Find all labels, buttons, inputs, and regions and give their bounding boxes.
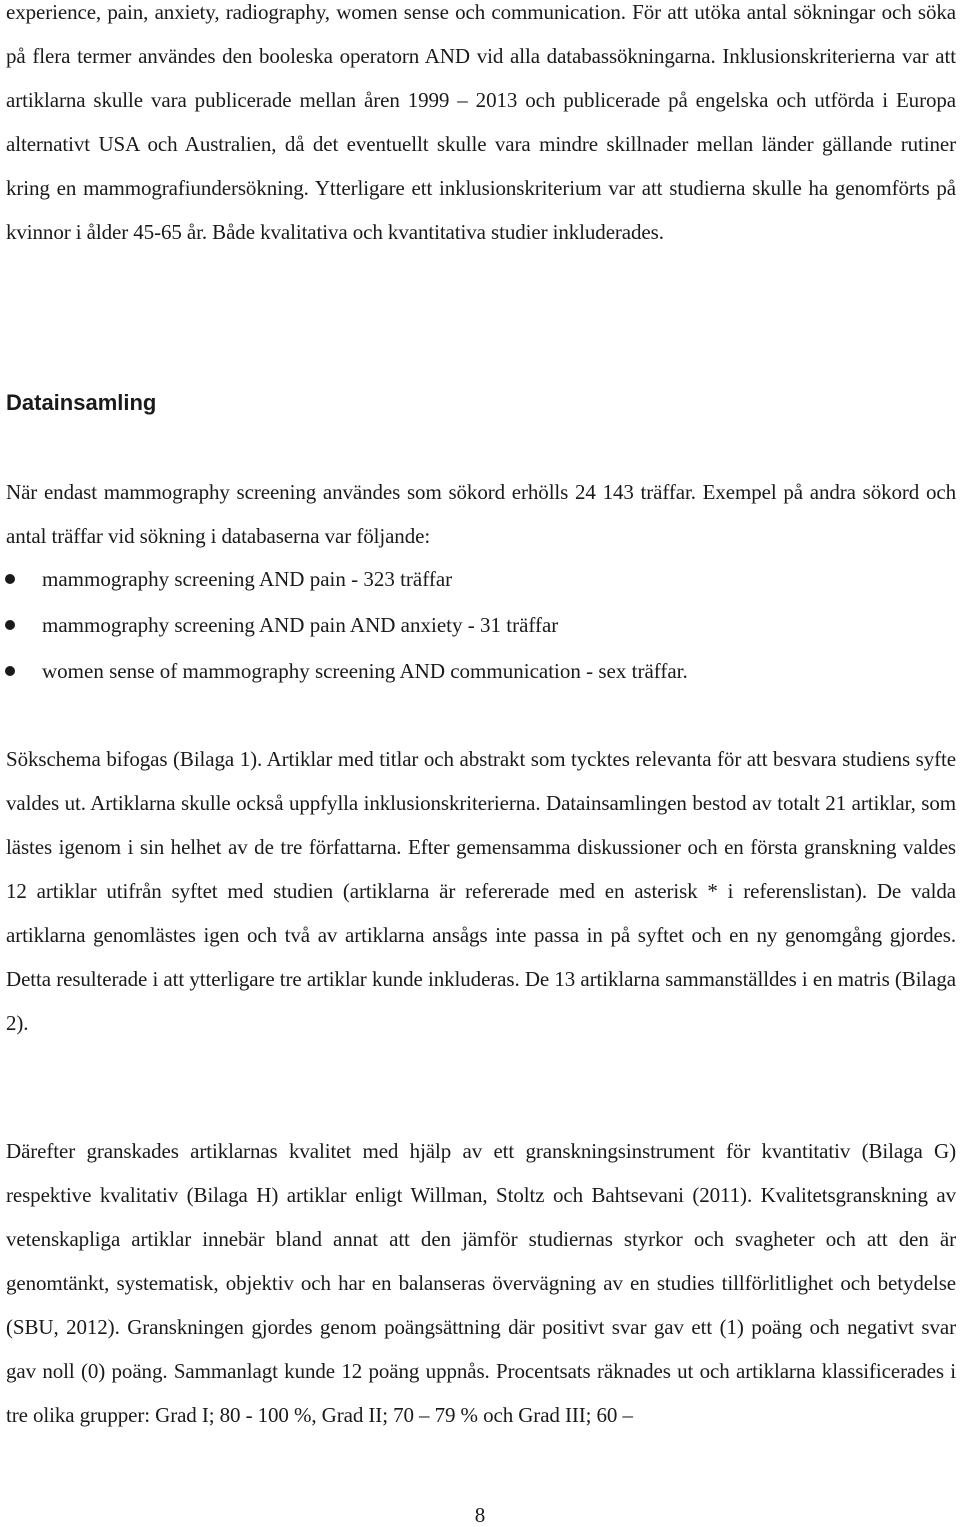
- bullet-icon: [5, 666, 15, 676]
- paragraph-article-selection: Sökschema bifogas (Bilaga 1). Artiklar med titlar och abstrakt som tycktes relevanta för att besvara studiens syfte valdes ut. Artiklarna skulle också uppfylla inklusionskriterierna. Datainsamlingen bestod av totalt 21 artiklar, som lästes igenom i sin helhet av de tre författarna. Efter gemensamma diskussioner och en första granskning valdes 12 artiklar utifrån syftet med studien (artiklarna är refererade med en asterisk * i referenslistan). De valda artiklarna genomlästes igen och två av artiklarna ansågs inte passa in på syftet och en ny genomgång gjordes. Detta resulterade i att ytterligare tre artiklar kunde inkluderas. De 13 artiklarna sammanställdes i en matris (Bilaga 2).: [6, 747, 956, 1035]
- list-item: [0, 649, 688, 695]
- list-item-text: mammography screening AND pain AND anxiety - 31 träffar: [42, 613, 559, 637]
- paragraph-search-results: När endast mammography screening användes som sökord erhölls 24 143 träffar. Exempel på andra sökord och antal träffar vid sökning i databaserna var följande:: [6, 480, 956, 548]
- bullet-icon: [5, 574, 15, 584]
- section-heading-datainsamling: Datainsamling: [6, 390, 157, 415]
- list-item: [0, 603, 688, 649]
- list-item: [0, 557, 688, 603]
- page-number: 8: [474, 1503, 486, 1527]
- list-item-text: mammography screening AND pain - 323 träffar: [42, 567, 453, 591]
- list-item-text: women sense of mammography screening AND communication - sex träffar.: [42, 659, 688, 683]
- paragraph-quality-assessment: Därefter granskades artiklarnas kvalitet med hjälp av ett granskningsinstrument för kvantitativ (Bilaga G) respektive kvalitativ (Bilaga H) artiklar enligt Willman, Stoltz och Bahtsevani (2011). Kvalitetsgranskning av vetenskapliga artiklar innebär bland annat att den jämför studiernas styrkor och svagheter och att den är genomtänkt, systematisk, objektiv och har en balanseras övervägning av en studies tillförlitlighet och betydelse (SBU, 2012). Granskningen gjordes genom poängsättning där positivt svar gav ett (1) poäng och negativt svar gav noll (0) poäng. Sammanlagt kunde 12 poäng uppnås. Procentsats räknades ut och artiklarna klassificerades i tre olika grupper: Grad I; 80 - 100 %, Grad II; 70 – 79 % och Grad III; 60 –: [6, 1139, 956, 1427]
- search-terms-list: [0, 557, 688, 695]
- bullet-icon: [5, 620, 15, 630]
- paragraph-inclusion-criteria: experience, pain, anxiety, radiography, women sense och communication. För att utöka antal sökningar och söka på flera termer användes den booleska operatorn AND vid alla databassökningarna. Inklusionskriterierna var att artiklarna skulle vara publicerade mellan åren 1999 – 2013 och publicerade på engelska och utförda i Europa alternativt USA och Australien, då det eventuellt skulle vara mindre skillnader mellan länder gällande rutiner kring en mammografiundersökning. Ytterligare ett inklusionskriterium var att studierna skulle ha genomförts på kvinnor i ålder 45-65 år. Både kvalitativa och kvantitativa studier inkluderades.: [6, 0, 956, 244]
